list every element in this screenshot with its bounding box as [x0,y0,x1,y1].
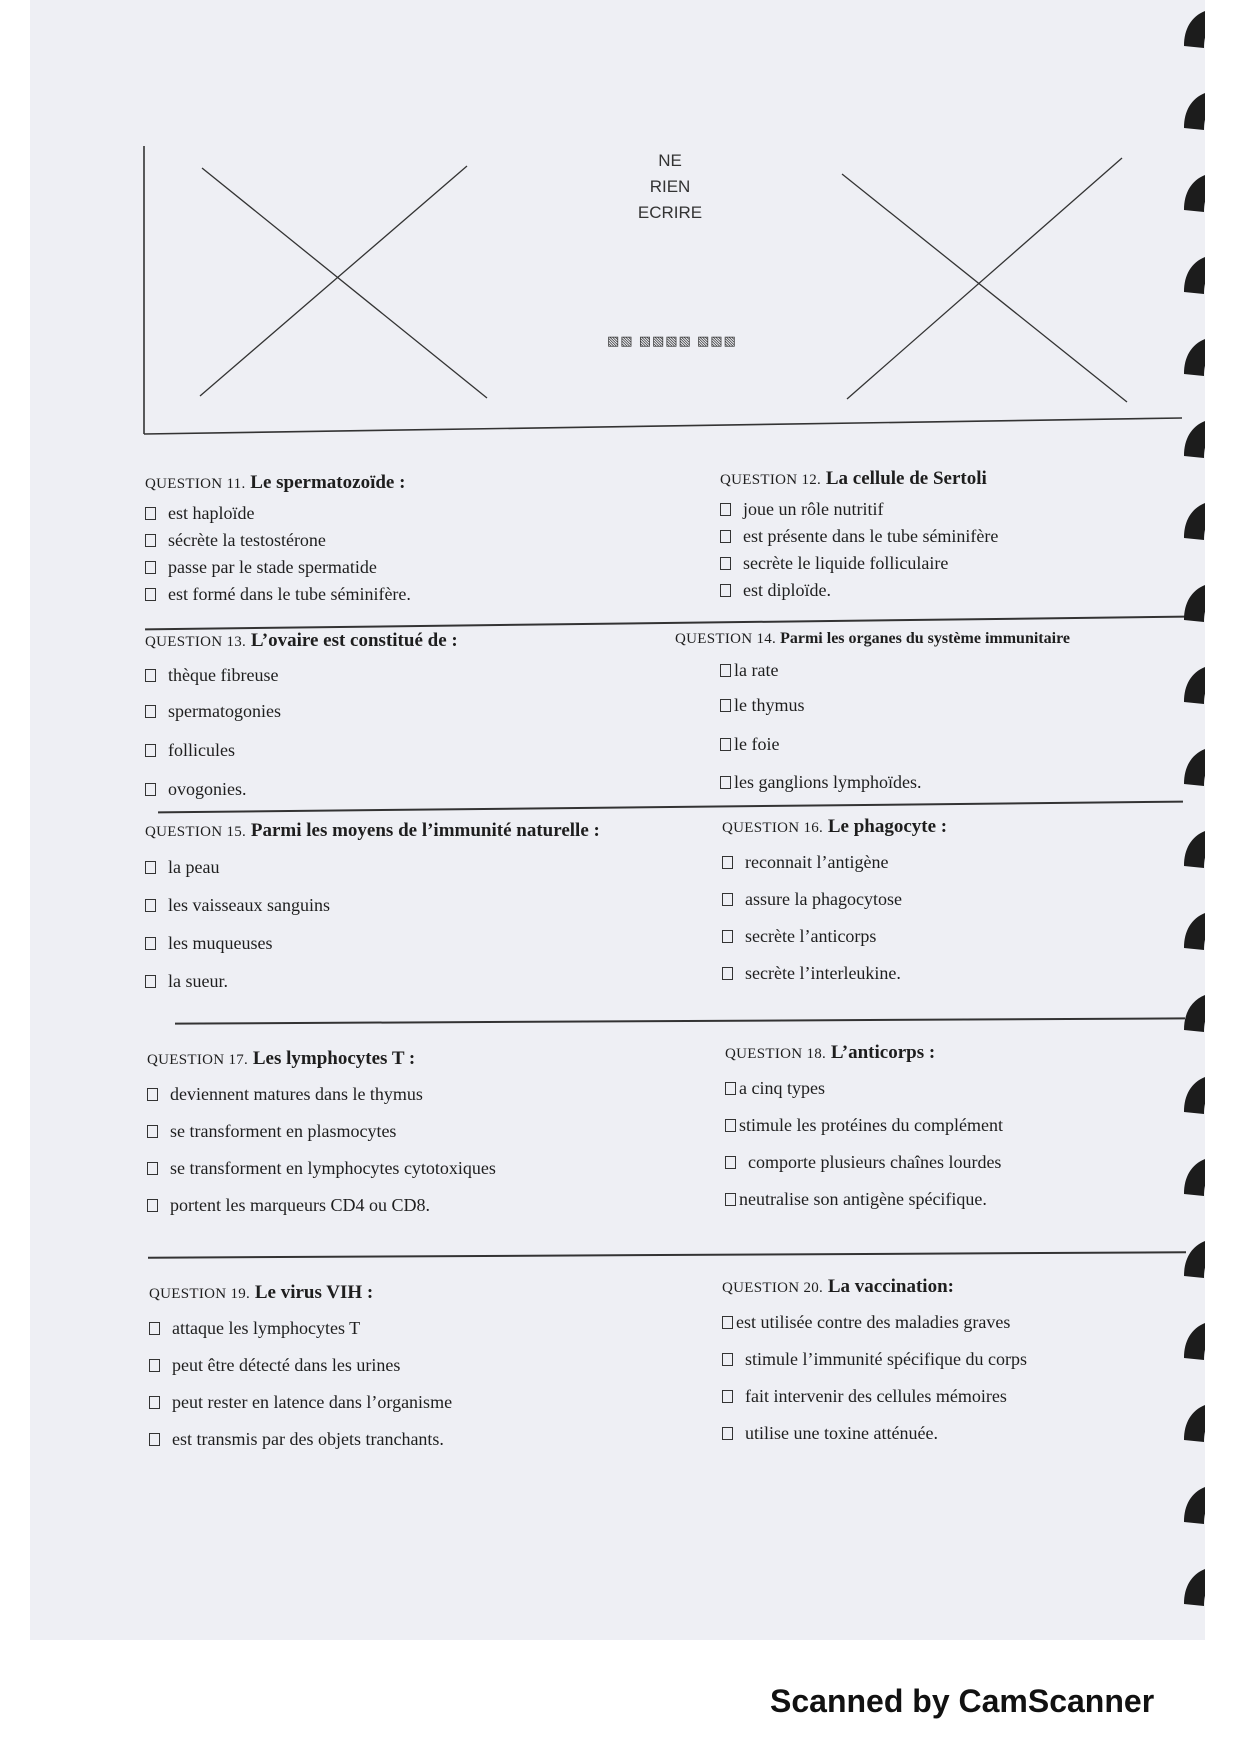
checkbox[interactable] [145,588,156,601]
checkbox[interactable] [722,1390,733,1403]
checkbox[interactable] [720,776,731,789]
option-label: la rate [734,659,779,680]
option-label: a cinq types [739,1078,825,1098]
question-text: Le phagocyte : [827,816,948,837]
question-number: QUESTION 18. [725,1046,827,1062]
option[interactable] [720,523,1205,550]
option[interactable] [145,848,705,886]
option-label: reconnait l’antigène [745,852,889,872]
option[interactable] [149,1421,709,1458]
question-title [722,816,1205,838]
checkbox[interactable] [147,1199,158,1212]
option-label: la sueur. [168,970,228,991]
option-label: deviennent matures dans le thymus [170,1084,423,1104]
binding-ring [1178,1396,1205,1454]
question-number: QUESTION 14. [675,631,777,647]
question-20 [722,1276,1205,1452]
header-line-3: ECRIRE [637,203,703,222]
binding-ring [1178,248,1205,306]
checkbox[interactable] [722,893,733,906]
separator-line [145,616,1185,630]
option-label: la peau [168,856,220,877]
question-text: La cellule de Sertoli [825,468,987,489]
option-label: ovogonies. [168,778,247,799]
checkbox[interactable] [720,699,731,712]
option-label: spermatogonies [168,700,281,721]
binding-ring [1178,1560,1205,1618]
header-code: ▧▧ ▧▧▧▧ ▧▧▧ [607,334,737,349]
separator-line [148,1251,1186,1258]
option-label: les ganglions lymphoïdes. [734,771,922,792]
option[interactable] [145,692,705,730]
option[interactable] [722,1341,1205,1378]
question-16 [722,816,1205,992]
question-title [725,1042,1205,1064]
checkbox[interactable] [725,1156,736,1169]
option[interactable] [147,1150,707,1187]
option-label: les vaisseaux sanguins [168,894,330,915]
question-number: QUESTION 20. [722,1280,824,1296]
option[interactable] [145,770,705,808]
checkbox[interactable] [720,664,731,677]
checkbox[interactable] [145,561,156,574]
option[interactable] [149,1310,709,1347]
option[interactable] [722,955,1205,992]
option-label: peut rester en latence dans l’organisme [172,1392,453,1412]
binding-ring [1178,1150,1205,1208]
option[interactable] [725,1107,1205,1144]
checkbox[interactable] [147,1125,158,1138]
do-not-write-label [610,148,730,226]
binding-ring [1178,1232,1205,1290]
header-line-1: NE [658,151,682,170]
checkbox[interactable] [722,1316,733,1329]
spiral-binding [1178,0,1205,1640]
separator-line [175,1017,1185,1024]
scanned-page [30,0,1205,1640]
question-number: QUESTION 13. [145,634,247,650]
question-number: QUESTION 11. [145,476,246,492]
question-number: QUESTION 15. [145,824,247,840]
option[interactable] [145,658,705,692]
checkbox[interactable] [722,856,733,869]
binding-ring [1178,658,1205,716]
checkbox[interactable] [145,507,156,520]
option[interactable] [145,581,705,608]
question-text: Le virus VIH : [254,1282,374,1303]
question-18 [725,1042,1205,1218]
question-number: QUESTION 12. [720,472,822,488]
checkbox[interactable] [145,975,156,988]
checkbox[interactable] [145,937,156,950]
question-15 [145,820,705,1000]
option-label: assure la phagocytose [745,889,902,909]
scanner-watermark: Scanned by CamScanner [770,1683,1155,1719]
option-label: utilise une toxine atténuée. [745,1423,938,1443]
checkbox[interactable] [145,861,156,874]
checkbox[interactable] [720,530,731,543]
checkbox[interactable] [147,1088,158,1101]
option[interactable] [720,577,1205,604]
checkbox[interactable] [720,738,731,751]
option[interactable] [145,886,705,924]
question-title [145,472,705,494]
option-label: comporte plusieurs chaînes lourdes [748,1152,1002,1172]
option-label: est diploïde. [743,580,831,600]
option[interactable] [147,1076,707,1113]
option[interactable] [720,724,1185,764]
option[interactable] [145,527,705,554]
option[interactable] [720,764,1185,800]
binding-ring [1178,2,1205,60]
option[interactable] [722,1378,1205,1415]
checkbox[interactable] [725,1119,736,1132]
option-label: est haploïde [168,503,255,523]
checkbox[interactable] [722,1427,733,1440]
question-title [147,1048,707,1070]
option-label: follicules [168,739,235,760]
question-number: QUESTION 16. [722,820,824,836]
option-label: passe par le stade spermatide [168,557,377,577]
question-19 [149,1282,709,1458]
question-text: Les lymphocytes T : [252,1048,416,1069]
option-label: est utilisée contre des maladies graves [736,1312,1011,1332]
checkbox[interactable] [149,1433,160,1446]
option-label: se transforment en plasmocytes [170,1121,397,1141]
checkbox[interactable] [722,1353,733,1366]
binding-ring [1178,740,1205,798]
option[interactable] [145,730,705,770]
checkbox[interactable] [725,1193,736,1206]
checkbox[interactable] [720,584,731,597]
question-text: L’ovaire est constitué de : [250,630,458,651]
checkbox[interactable] [722,967,733,980]
question-title [145,820,705,842]
question-number: QUESTION 19. [149,1286,251,1302]
question-12 [720,468,1205,604]
option-label: les muqueuses [168,932,273,953]
option[interactable] [147,1187,707,1224]
binding-ring [1178,1314,1205,1372]
binding-ring [1178,986,1205,1044]
checkbox[interactable] [145,669,156,682]
binding-ring [1178,494,1205,552]
option[interactable] [722,1304,1205,1341]
option-label: peut être détecté dans les urines [172,1355,401,1375]
question-text: Parmi les organes du système immunitaire [780,630,1070,647]
binding-ring [1178,1478,1205,1536]
checkbox[interactable] [149,1359,160,1372]
option-label: est formé dans le tube séminifère. [168,584,411,604]
checkbox[interactable] [720,557,731,570]
option-label: joue un rôle nutritif [743,499,884,519]
option[interactable] [149,1347,709,1384]
binding-ring [1178,822,1205,880]
option[interactable] [722,881,1205,918]
option[interactable] [725,1144,1205,1181]
question-17 [147,1048,707,1224]
option[interactable] [145,500,705,527]
option[interactable] [722,918,1205,955]
checkbox[interactable] [145,744,156,757]
option-label: secrète l’interleukine. [745,963,901,983]
question-title [722,1276,1205,1298]
option[interactable] [725,1181,1205,1218]
checkbox[interactable] [720,503,731,516]
checkbox[interactable] [145,899,156,912]
option[interactable] [720,654,1185,686]
question-title [149,1282,709,1304]
binding-ring [1178,412,1205,470]
option-label: thèque fibreuse [168,664,279,685]
option-label: portent les marqueurs CD4 ou CD8. [170,1195,430,1215]
option-label: secrète le liquide folliculaire [743,553,949,573]
option-label: le thymus [734,694,805,715]
question-title [720,468,1205,490]
option-label: se transforment en lymphocytes cytotoxiques [170,1158,496,1178]
option[interactable] [720,550,1205,577]
option-label: fait intervenir des cellules mémoires [745,1386,1007,1406]
question-text: L’anticorps : [830,1042,936,1063]
binding-ring [1178,904,1205,962]
checkbox[interactable] [725,1082,736,1095]
question-text: Le spermatozoïde : [250,472,406,493]
binding-ring [1178,166,1205,224]
option-label: est présente dans le tube séminifère [743,526,999,546]
option[interactable] [149,1384,709,1421]
option-label: attaque les lymphocytes T [172,1318,361,1338]
option-label: stimule l’immunité spécifique du corps [745,1349,1027,1369]
question-title [145,630,705,652]
option[interactable] [145,554,705,581]
checkbox[interactable] [145,534,156,547]
option[interactable] [720,686,1185,724]
checkbox[interactable] [722,930,733,943]
question-13 [145,630,705,808]
option-label: sécrète la testostérone [168,530,326,550]
binding-ring [1178,1068,1205,1126]
option-label: est transmis par des objets tranchants. [172,1429,444,1449]
option[interactable] [147,1113,707,1150]
header-line-2: RIEN [649,177,691,196]
question-text: Parmi les moyens de l’immunité naturelle : [250,820,600,841]
option-label: secrète l’anticorps [745,926,877,946]
option[interactable] [145,924,705,962]
checkbox[interactable] [145,783,156,796]
binding-ring [1178,576,1205,634]
checkbox[interactable] [147,1162,158,1175]
binding-ring [1178,330,1205,388]
binding-ring [1178,84,1205,142]
option[interactable] [722,844,1205,881]
option[interactable] [145,962,705,1000]
option[interactable] [720,496,1205,523]
question-14 [675,630,1185,800]
question-11 [145,472,705,608]
option-label: neutralise son antigène spécifique. [739,1189,987,1209]
option-label: stimule les protéines du complément [739,1115,1003,1135]
question-number: QUESTION 17. [147,1052,249,1068]
question-title [675,630,1185,648]
option[interactable] [722,1415,1205,1452]
checkbox[interactable] [149,1396,160,1409]
checkbox[interactable] [149,1322,160,1335]
option-label: le foie [734,733,780,754]
checkbox[interactable] [145,705,156,718]
option[interactable] [725,1070,1205,1107]
question-text: La vaccination: [827,1276,954,1297]
